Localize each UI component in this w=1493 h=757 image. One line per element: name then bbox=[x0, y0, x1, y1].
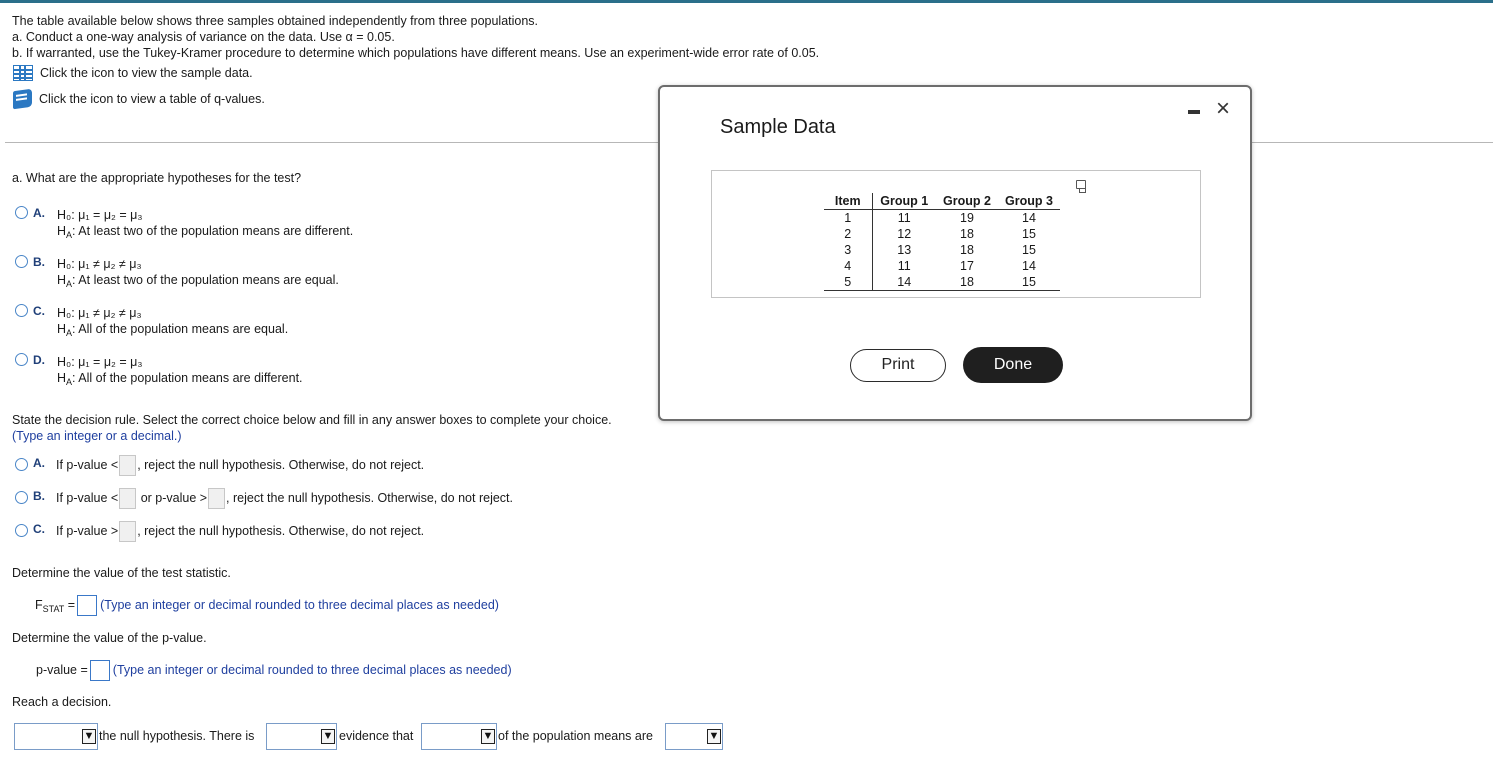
sample-data-panel bbox=[711, 170, 1201, 298]
hypothesis-d-null: H₀: μ₁ = μ₂ = μ₃ bbox=[57, 355, 143, 369]
chevron-down-icon: ▼ bbox=[708, 730, 720, 742]
option-letter: C. bbox=[33, 522, 45, 536]
option-letter: A. bbox=[33, 206, 45, 220]
p-value-row: p-value = (Type an integer or decimal rounded to three decimal places as needed) bbox=[36, 660, 512, 681]
means-relation-dropdown[interactable] bbox=[665, 723, 723, 750]
hypothesis-option-c-radio[interactable] bbox=[15, 304, 28, 317]
intro-line-3: b. If warranted, use the Tukey-Kramer procedure to determine which populations have different means. Use an experiment-wide error rate of 0.05. bbox=[12, 46, 820, 60]
rule-a-answer-box[interactable] bbox=[119, 455, 136, 476]
fstat-input[interactable] bbox=[77, 595, 97, 616]
hypothesis-b-null: H₀: μ₁ ≠ μ₂ ≠ μ₃ bbox=[57, 257, 142, 271]
option-letter: D. bbox=[33, 353, 45, 367]
hypothesis-d-alt: $H_A$: All of the population means are different. bbox=[57, 371, 303, 387]
minimize-icon[interactable] bbox=[1188, 110, 1200, 114]
hypothesis-c-null: H₀: μ₁ ≠ μ₂ ≠ μ₃ bbox=[57, 306, 142, 320]
column-header: Group 2 bbox=[936, 193, 998, 210]
table-row: 3 13 18 15 bbox=[824, 242, 1060, 258]
fstat-row: $F_{STAT}$ = (Type an integer or decimal rounded to three decimal places as needed) bbox=[35, 595, 499, 616]
table-row: 1 11 19 14 bbox=[824, 210, 1060, 227]
sample-data-link[interactable] bbox=[13, 65, 253, 81]
decision-rule-prompt: State the decision rule. Select the correct choice below and fill in any answer boxes to complete your choice. bbox=[12, 413, 612, 427]
rule-option-c: If p-value > , reject the null hypothesis. Otherwise, do not reject. bbox=[56, 521, 424, 542]
rule-option-a-radio[interactable] bbox=[15, 458, 28, 471]
test-statistic-prompt: Determine the value of the test statistic. bbox=[12, 566, 231, 580]
intro-line-2: a. Conduct a one-way analysis of variance on the data. Use α = 0.05. bbox=[12, 30, 395, 44]
top-accent-bar bbox=[0, 0, 1493, 3]
table-row: 4 11 17 14 bbox=[824, 258, 1060, 274]
column-header: Group 1 bbox=[872, 193, 936, 210]
table-row: 2 12 18 15 bbox=[824, 226, 1060, 242]
close-icon[interactable]: × bbox=[1216, 95, 1231, 122]
hypothesis-option-b-radio[interactable] bbox=[15, 255, 28, 268]
hypothesis-option-a-radio[interactable] bbox=[15, 206, 28, 219]
p-value-input[interactable] bbox=[90, 660, 110, 681]
decision-text-2: evidence that bbox=[339, 729, 414, 743]
chevron-down-icon: ▼ bbox=[322, 730, 334, 742]
decision-rule-hint: (Type an integer or a decimal.) bbox=[12, 429, 182, 443]
rule-b-lower-answer-box[interactable] bbox=[119, 488, 136, 509]
table-grid-icon[interactable] bbox=[13, 65, 33, 81]
rule-c-answer-box[interactable] bbox=[119, 521, 136, 542]
hypothesis-c-alt: $H_A$: All of the population means are equal. bbox=[57, 322, 289, 338]
print-button[interactable]: Print bbox=[850, 349, 946, 382]
book-icon[interactable] bbox=[13, 89, 32, 110]
column-header: Item bbox=[824, 193, 872, 210]
sample-data-dialog bbox=[658, 85, 1252, 421]
option-letter: B. bbox=[33, 489, 45, 503]
rule-option-c-radio[interactable] bbox=[15, 524, 28, 537]
p-value-prompt: Determine the value of the p-value. bbox=[12, 631, 207, 645]
q-values-link-label: Click the icon to view a table of q-values. bbox=[39, 92, 265, 106]
chevron-down-icon: ▼ bbox=[83, 730, 95, 742]
rule-b-upper-answer-box[interactable] bbox=[208, 488, 225, 509]
rule-option-a: If p-value < , reject the null hypothesis. Otherwise, do not reject. bbox=[56, 455, 424, 476]
evidence-dropdown[interactable] bbox=[266, 723, 337, 750]
q-values-link[interactable] bbox=[13, 90, 265, 108]
hypothesis-a-alt: $H_A$: At least two of the population means are different. bbox=[57, 224, 354, 240]
option-letter: C. bbox=[33, 304, 45, 318]
decision-text-3: of the population means are bbox=[498, 729, 653, 743]
reject-decision-dropdown[interactable] bbox=[14, 723, 98, 750]
copy-icon[interactable] bbox=[1076, 180, 1086, 189]
hypothesis-option-d-radio[interactable] bbox=[15, 353, 28, 366]
reach-decision-prompt: Reach a decision. bbox=[12, 695, 112, 709]
chevron-down-icon: ▼ bbox=[482, 730, 494, 742]
quantity-dropdown[interactable] bbox=[421, 723, 497, 750]
sample-data-table bbox=[824, 193, 1060, 291]
sample-data-link-label: Click the icon to view the sample data. bbox=[40, 66, 253, 80]
done-button[interactable]: Done bbox=[963, 347, 1063, 383]
option-letter: B. bbox=[33, 255, 45, 269]
dialog-title: Sample Data bbox=[720, 116, 836, 138]
option-letter: A. bbox=[33, 456, 45, 470]
intro-line-1: The table available below shows three samples obtained independently from three populations. bbox=[12, 14, 539, 28]
hypothesis-b-alt: $H_A$: At least two of the population means are equal. bbox=[57, 273, 339, 289]
column-header: Group 3 bbox=[998, 193, 1060, 210]
table-row: 5 14 18 15 bbox=[824, 274, 1060, 291]
decision-text-1: the null hypothesis. There is bbox=[99, 729, 255, 743]
rule-option-b: If p-value < or p-value > , reject the null hypothesis. Otherwise, do not reject. bbox=[56, 488, 513, 509]
hypotheses-question: a. What are the appropriate hypotheses for the test? bbox=[12, 171, 302, 185]
hypothesis-a-null: H₀: μ₁ = μ₂ = μ₃ bbox=[57, 208, 143, 222]
rule-option-b-radio[interactable] bbox=[15, 491, 28, 504]
